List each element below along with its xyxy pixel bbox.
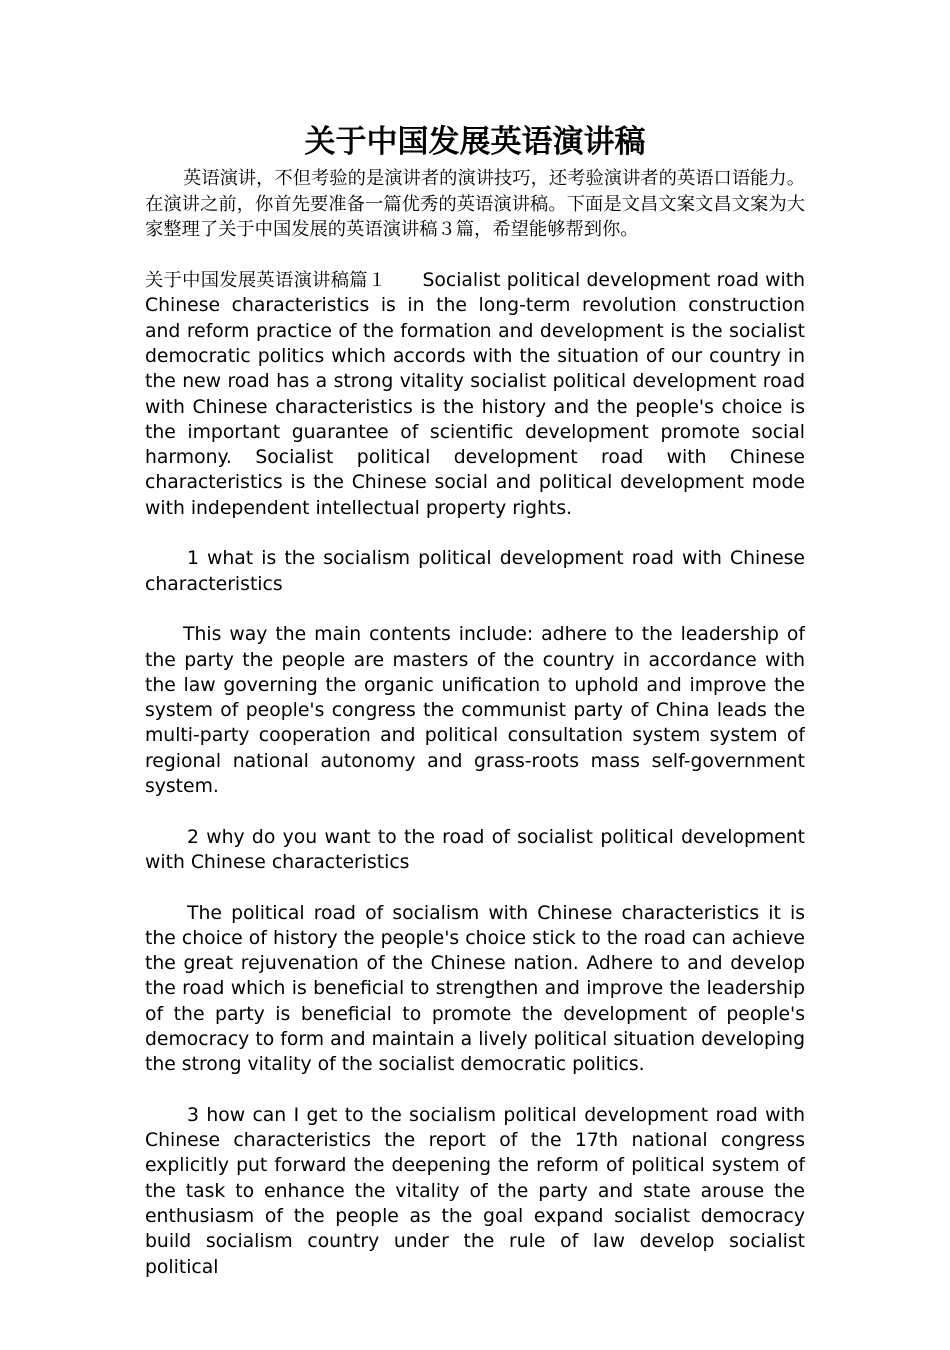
paragraph-gap [145, 1078, 805, 1103]
paragraph-gap [145, 875, 805, 900]
question-2: 2 why do you want to the road of socialist political development with Chinese characteristics [145, 826, 805, 873]
paragraph-gap [145, 597, 805, 622]
section-1-body: Socialist political development road with Chinese characteristics is in the long-term revolution construction and reform practice of the formation and development is the socialist democratic politics which accords with the situation of our country in the new road has a strong vitality socialist political development road with Chinese characteristics is the history and the people's choice is the important guarantee of scientific development promote social harmony. Socialist political development road with Chinese characteristics is the Chinese social and political development mode with independent intellectual property rights. [145, 270, 805, 519]
document-title: 关于中国发展英语演讲稿 [304, 124, 646, 160]
section-1-heading: 关于中国发展英语演讲稿篇１ [145, 270, 387, 292]
answer-1: This way the main contents include: adhere to the leadership of the party the people are masters of the country in accordance with the law governing the organic unification to uphold and improve the system of people's congress the communist party of China leads the multi-party cooperation and political consultation system system of regional national autonomy and grass-roots mass self-government system. [145, 624, 805, 798]
paragraph-gap [145, 521, 805, 546]
answer-2: The political road of socialism with Chinese characteristics it is the choice of history the people's choice stick to the road can achieve the great rejuvenation of the Chinese nation. Adhere to and develop the road which is beneficial to strengthen and improve the leadership of the party is beneficial to promote the development of people's democracy to form and maintain a lively political situation developing the strong vitality of the socialist democratic politics. [145, 902, 805, 1076]
intro-paragraph: 英语演讲，不但考验的是演讲者的演讲技巧，还考验演讲者的英语口语能力。在演讲之前，你首先要准备一篇优秀的英语演讲稿。下面是文昌文案文昌文案为大家整理了关于中国发展的英语演讲稿３篇，希望能够帮到你。 [145, 168, 805, 241]
question-1: 1 what is the socialism political development road with Chinese characteristics [145, 548, 805, 595]
paragraph-gap [145, 799, 805, 824]
section-1-paragraph [145, 268, 805, 521]
question-3: 3 how can I get to the socialism political development road with Chinese characteristics the report of the 17th national congress explicitly put forward the deepening the reform of political system of the task to enhance the vitality of the party and state arouse the enthusiasm of the people as the goal expand socialist democracy build socialism country under the rule of law develop socialist political [145, 1104, 805, 1278]
document-body [145, 120, 805, 1350]
paragraph-gap [145, 243, 805, 268]
